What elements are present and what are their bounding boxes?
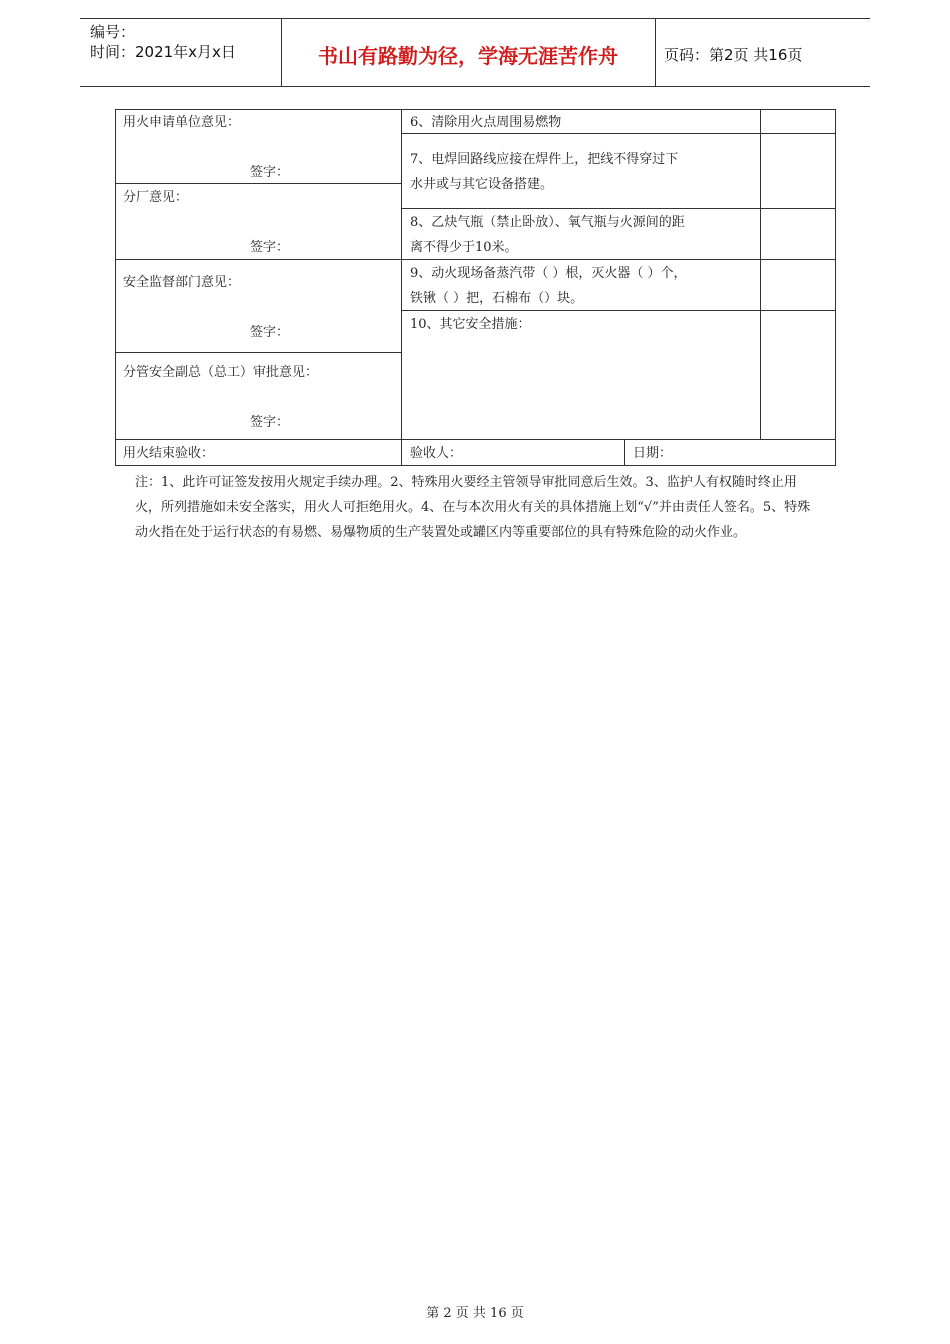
measure-9-line2: 铁锹（ ）把，石棉布（）块。 <box>410 291 584 306</box>
page-footer: 第 2 页 共 16 页 <box>426 1306 524 1321</box>
measure-7-line2: 水井或与其它设备搭建。 <box>410 177 554 192</box>
header-rule-bottom <box>80 86 870 87</box>
header-motto: 书山有路勤为径，学海无涯苦作舟 <box>318 44 618 68</box>
table-row-divider <box>115 439 836 440</box>
signature-label: 签字： <box>250 240 290 255</box>
signature-label: 签字： <box>250 325 290 340</box>
applicant-opinion-label: 用火申请单位意见： <box>123 115 241 130</box>
table-row-divider <box>401 208 836 209</box>
branch-opinion-label: 分厂意见： <box>123 190 189 205</box>
document-time-label: 时间：2021年x月x日 <box>90 43 236 61</box>
table-border-right <box>835 109 836 466</box>
safety-dept-opinion-label: 安全监督部门意见： <box>123 275 241 290</box>
table-bottom-row-divider <box>624 439 625 466</box>
signature-label: 签字： <box>250 165 290 180</box>
table-border-bottom <box>115 465 836 466</box>
table-border-left <box>115 109 116 466</box>
measure-8-line1: 8、乙炔气瓶（禁止卧放）、氧气瓶与火源间的距 <box>410 215 685 230</box>
header-meta <box>90 22 236 62</box>
measure-7-line1: 7、电焊回路线应接在焊件上，把线不得穿过下 <box>410 152 679 167</box>
table-column-divider <box>401 109 402 466</box>
signature-label: 签字： <box>250 415 290 430</box>
date-label: 日期： <box>633 446 673 461</box>
header-rule-top <box>80 18 870 19</box>
acceptance-label: 用火结束验收： <box>123 446 215 461</box>
inspector-label: 验收人： <box>410 446 463 461</box>
header-page-label: 页码：第2页 共16页 <box>664 46 803 64</box>
header-divider <box>655 18 656 86</box>
measure-6: 6、清除用火点周围易燃物 <box>410 115 562 130</box>
document-number-label: 编号： <box>90 23 136 41</box>
measure-8-line2: 离不得少于10米。 <box>410 240 518 255</box>
permit-notes: 注：1、此许可证签发按用火规定手续办理。2、特殊用火要经主管领导审批同意后生效。3、监护人有权随时终止用火，所列措施如未安全落实，用火人可拒绝用火。4、在与本次用火有关的具体措施上划“√”并由责任人签名。5、特殊动火指在处于运行状态的有易燃、易爆物质的生产装置处或罐区内等重要部位的具有特殊危险的动火作业。 <box>135 475 811 540</box>
table-check-column-divider <box>760 109 761 439</box>
table-row-divider <box>115 352 402 353</box>
measure-9-line1: 9、动火现场备蒸汽带（ ）根，灭火器（ ）个， <box>410 266 687 281</box>
measure-10: 10、其它安全措施： <box>410 317 531 332</box>
deputy-opinion-label: 分管安全副总（总工）审批意见： <box>123 365 319 380</box>
